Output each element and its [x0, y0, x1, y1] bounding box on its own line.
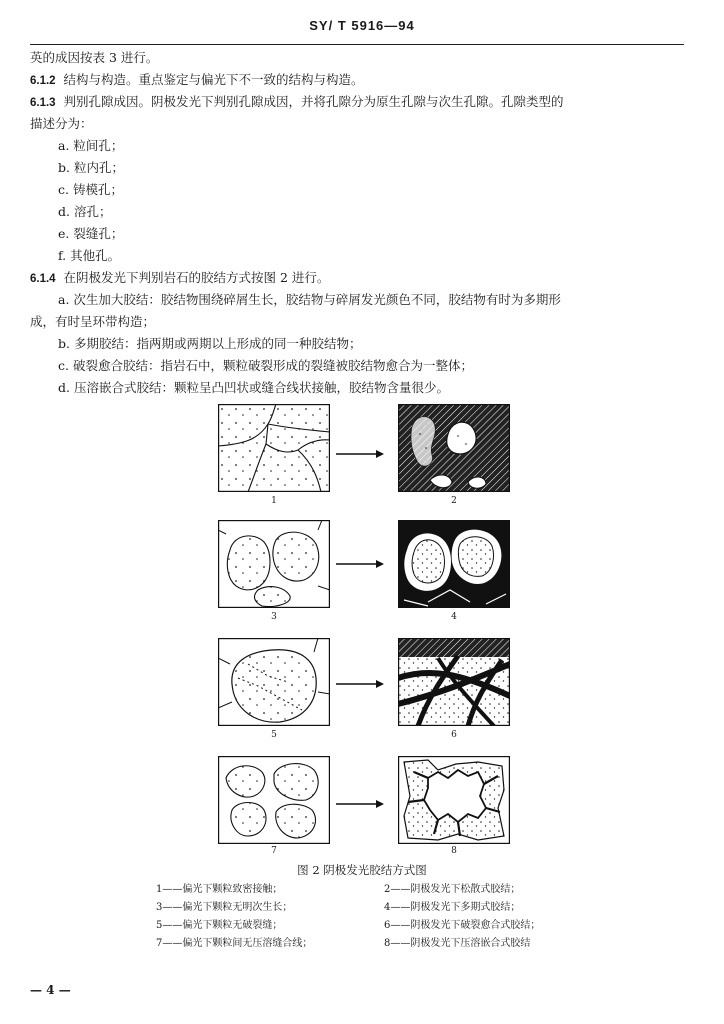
legend-item: 4——阴极发光下多期式胶结； [384, 902, 521, 913]
figure-panel-8 [398, 756, 510, 844]
figure-panel-7 [218, 756, 330, 844]
figure-caption: 图 2 阴极发光胶结方式图 [297, 863, 427, 877]
section-text: 判别孔隙成因。阴极发光下判别孔隙成因，并将孔隙分为原生孔隙与次生孔隙。孔隙类型的 [63, 94, 564, 109]
arrow-icon [334, 448, 384, 460]
figure-number-3: 3 [271, 612, 277, 622]
list-item: f. 其他孔。 [58, 248, 121, 263]
section-6-1-3 [30, 94, 564, 111]
figure-number-4: 4 [451, 612, 457, 622]
arrow-icon [334, 798, 384, 810]
list-item: d. 溶孔； [58, 204, 112, 219]
text-line: 描述分为： [30, 116, 93, 131]
figure-number-7: 7 [271, 846, 277, 856]
list-item: e. 裂缝孔； [58, 226, 124, 241]
list-item: b. 多期胶结：指两期或两期以上形成的同一种胶结物； [58, 336, 362, 351]
list-item: c. 破裂愈合胶结：指岩石中，颗粒破裂形成的裂缝被胶结物愈合为一整体； [58, 358, 473, 373]
arrow-icon [334, 558, 384, 570]
header-rule [30, 44, 684, 45]
figure-panel-2 [398, 404, 510, 492]
section-number: 6.1.3 [30, 97, 56, 109]
figure-panel-5 [218, 638, 330, 726]
section-number: 6.1.2 [30, 75, 56, 87]
legend-item: 2——阴极发光下松散式胶结； [384, 884, 521, 895]
arrow-icon [334, 678, 384, 690]
section-text: 结构与构造。重点鉴定与偏光下不一致的结构与构造。 [63, 72, 364, 87]
figure-number-8: 8 [451, 846, 457, 856]
legend-item: 1——偏光下颗粒致密接触； [156, 884, 283, 895]
figure-number-6: 6 [451, 730, 457, 740]
figure-number-1: 1 [271, 496, 277, 506]
list-item: b. 粒内孔； [58, 160, 124, 175]
legend-item: 3——偏光下颗粒无明次生长； [156, 902, 293, 913]
legend-item: 6——阴极发光下破裂愈合式胶结； [384, 920, 541, 931]
figure-panel-1 [218, 404, 330, 492]
legend-item: 7——偏光下颗粒间无压溶缝合线； [156, 938, 313, 949]
page-number: — 4 — [30, 983, 71, 997]
list-item: d. 压溶嵌合式胶结：颗粒呈凸凹状或缝合线状接触，胶结物含量很少。 [58, 380, 449, 395]
section-text: 在阴极发光下判别岩石的胶结方式按图 2 进行。 [63, 270, 330, 285]
figure-panel-4 [398, 520, 510, 608]
text-line: 成，有时呈环带构造； [30, 314, 156, 329]
figure-panel-6 [398, 638, 510, 726]
figure-number-5: 5 [271, 730, 277, 740]
section-6-1-4 [30, 270, 329, 287]
document-code-header: SY/ T 5916—94 [309, 18, 415, 33]
section-number: 6.1.4 [30, 273, 56, 285]
list-item: a. 次生加大胶结：胶结物围绕碎屑生长，胶结物与碎屑发光颜色不同，胶结物有时为多期形 [58, 292, 561, 307]
list-item: c. 铸模孔； [58, 182, 123, 197]
figure-number-2: 2 [451, 496, 457, 506]
section-6-1-2 [30, 72, 364, 89]
legend-item: 8——阴极发光下压溶嵌合式胶结 [384, 938, 531, 949]
figure-panel-3 [218, 520, 330, 608]
text-line: 英的成因按表 3 进行。 [30, 50, 159, 65]
list-item: a. 粒间孔； [58, 138, 124, 153]
legend-item: 5——偏光下颗粒无破裂缝； [156, 920, 283, 931]
